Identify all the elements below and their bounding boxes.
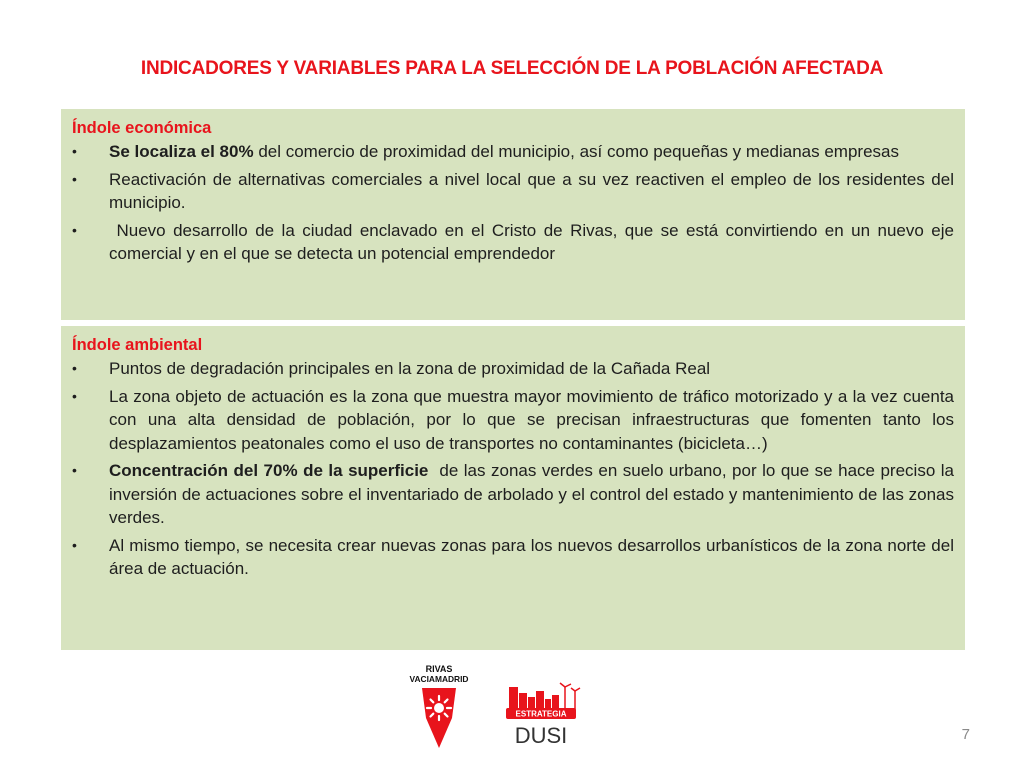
list-item	[72, 219, 959, 266]
bullet-bold: Concentración del 70% de la superficie	[109, 461, 429, 480]
list-item	[72, 168, 954, 215]
list-item	[72, 385, 954, 456]
environmental-panel	[61, 326, 965, 650]
list-item	[72, 140, 954, 164]
bullet-marker: •	[72, 143, 77, 159]
bullet-text: Al mismo tiempo, se necesita crear nuevas zonas para los nuevos desarrollos urbanísticos de la zona norte del área de actuación.	[109, 535, 954, 578]
bullet-text: Puntos de degradación principales en la zona de proximidad de la Cañada Real	[109, 359, 711, 378]
bullet-marker: •	[72, 221, 77, 238]
bullet-marker: •	[72, 462, 77, 478]
bullet-text: Nuevo desarrollo de la ciudad enclavado en el Cristo de Rivas, que se está convirtiendo en un nuevo eje comercial y en el que se detecta un potencial emprendedor	[109, 220, 959, 263]
page-number: 7	[961, 726, 970, 743]
bullet-bold: Se localiza el 80%	[109, 142, 254, 161]
bullet-marker: •	[72, 170, 77, 187]
slide-title: INDICADORES Y VARIABLES PARA LA SELECCIÓN DE LA POBLACIÓN AFECTADA	[140, 58, 884, 79]
list-item	[72, 534, 954, 581]
rivas-vaciamadrid-logo	[396, 663, 482, 749]
dusi-name: DUSI	[514, 723, 568, 747]
bullet-marker: •	[72, 536, 77, 553]
bullet-text: La zona objeto de actuación es la zona que muestra mayor movimiento de tráfico motorizado y a la vez cuenta con una alta densidad de población, por lo que se precisan infraestructuras que fomenten tanto los desplazamientos peatonales como el uso de transportes no contaminantes (bicicleta…)	[109, 386, 954, 453]
rivas-logo-line1: RIVAS	[425, 664, 453, 674]
list-item	[72, 357, 954, 381]
economic-panel	[61, 109, 965, 320]
city-skyline-icon	[509, 683, 580, 709]
rivas-logo-line2: VACIAMADRID	[409, 674, 469, 684]
dusi-banner-text: ESTRATEGIA	[515, 709, 567, 719]
economic-heading: Índole económica	[72, 119, 212, 137]
bullet-text: de las zonas verdes en suelo urbano, por lo que se hace preciso la inversión de actuaciones sobre el inventariado de arbolado y el control del estado y mantenimiento de las zonas verdes.	[109, 461, 959, 527]
rivas-shield-icon	[422, 688, 456, 748]
bullet-marker: •	[72, 387, 77, 404]
estrategia-dusi-logo	[503, 681, 585, 747]
environmental-heading: Índole ambiental	[72, 336, 203, 354]
bullet-text: del comercio de proximidad del municipio, así como pequeñas y medianas empresas	[253, 142, 899, 161]
bullet-marker: •	[72, 360, 77, 376]
bullet-text: Reactivación de alternativas comerciales a nivel local que a su vez reactiven el empleo de los residentes del municipio.	[109, 169, 954, 212]
list-item	[72, 459, 959, 530]
